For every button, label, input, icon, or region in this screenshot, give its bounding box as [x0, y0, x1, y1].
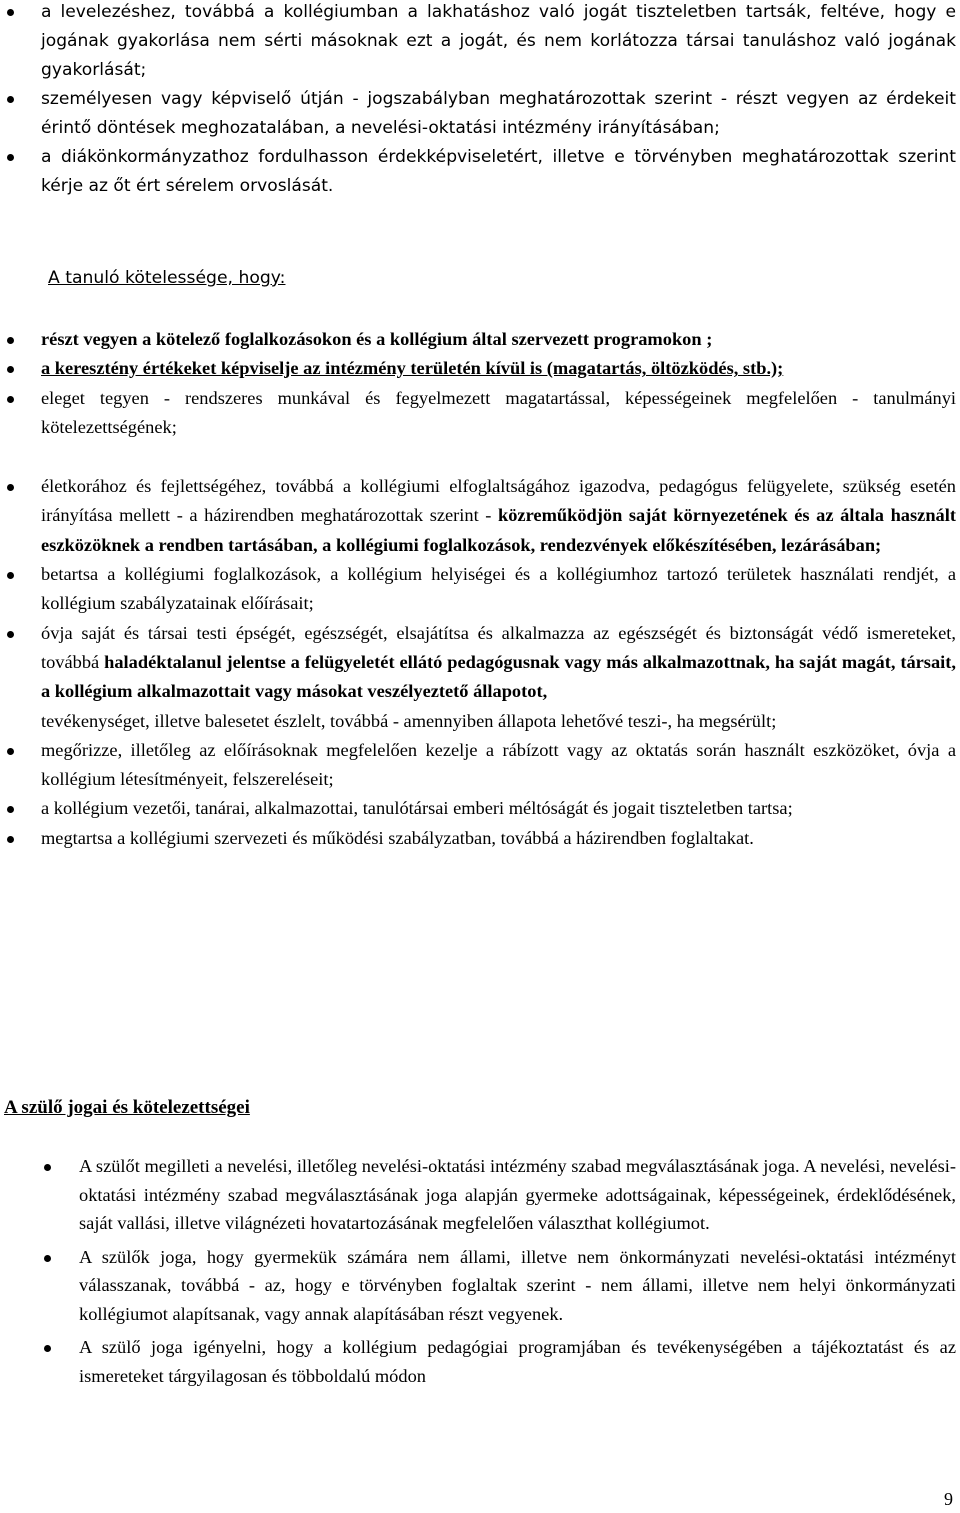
text-run: a keresztény értékeket képviselje az intézmény területén kívül is (magatartás, öltözködés, stb.); — [41, 358, 784, 379]
list-item-text — [41, 325, 956, 354]
text-run: életkorához és fejlettségéhez, továbbá a kollégiumi elfoglaltságához igazodva, pedagógus felügyelete, szükség esetén irányítása mellett - a házirendben meghatározottak szerint - — [41, 476, 956, 526]
list-item-text — [79, 1333, 956, 1390]
text-run: óvja saját és társai testi épségét, egészségét, elsajátítsa és alkalmazza az egészségét és biztonságát védő ismereteket, továbbá — [41, 622, 956, 672]
list-item — [41, 354, 956, 383]
list-item — [41, 85, 956, 143]
bullet-icon — [7, 96, 14, 103]
list-item-text — [79, 1152, 956, 1238]
list-item — [41, 143, 956, 201]
text-run: haladéktalanul jelentse a felügyeletét ellátó pedagógusnak vagy más alkalmazottnak, ha saját magát, társait, a kollégium alkalmazottait vagy másokat veszélyeztető állapotot, — [41, 651, 956, 702]
list-item — [41, 794, 956, 823]
page-number: 9 — [944, 1489, 953, 1509]
student-duties-list — [41, 325, 956, 853]
list-item — [41, 619, 956, 736]
text-run: a diákönkormányzathoz fordulhasson érdekképviseletért, illetve e törvényben meghatározottak szerint kérje az őt ért sérelem orvoslását. — [41, 147, 956, 196]
text-run: közreműködjön saját környezetének és az általa használt eszközöknek a rendben tartásában, a kollégiumi foglalkozások, rendezvények előkészítésében, lezárásában; — [41, 505, 956, 555]
list-item-text — [41, 794, 956, 823]
text-run: személyesen vagy képviselő útján - jogszabályban meghatározottak szerint - részt vegyen az érdekeit érintő döntések meghozatalában, a nevelési-oktatási intézmény irányításában; — [41, 89, 956, 138]
parent-rights-heading: A szülő jogai és kötelezettségei — [4, 1097, 250, 1118]
list-item — [41, 472, 956, 560]
list-item — [79, 1333, 956, 1390]
text-run: megőrizze, illetőleg az előírásoknak megfelelően kezelje a rábízott vagy az oktatás során használt eszközöket, óvja a kollégium létesítményeit, felszereléseit; — [41, 739, 956, 790]
list-item-text — [41, 143, 956, 201]
list-item-text — [41, 824, 956, 853]
text-run: megtartsa a kollégiumi szervezeti és működési szabályzatban, továbbá a házirendben foglaltakat. — [41, 827, 754, 848]
bullet-icon — [7, 366, 14, 373]
list-item — [79, 1152, 956, 1238]
bullet-icon — [7, 396, 14, 403]
bullet-icon — [7, 484, 14, 491]
list-item-text — [41, 560, 956, 619]
bullet-icon — [7, 806, 14, 813]
list-item-text — [41, 85, 956, 143]
list-item-text — [41, 736, 956, 795]
student-rights-list — [41, 0, 956, 201]
bullet-icon — [7, 154, 14, 161]
bullet-icon — [44, 1345, 51, 1352]
list-item-text — [41, 0, 956, 85]
text-run: részt vegyen a kötelező foglalkozásokon és a kollégium által szervezett programokon ; — [41, 329, 713, 349]
text-run: A szülő joga igényelni, hogy a kollégium pedagógiai programjában és tevékenységében a tájékoztatást és az ismereteket tárgyilagosan és többoldalú módon — [79, 1337, 956, 1386]
list-item-text — [41, 472, 956, 560]
bullet-icon — [44, 1164, 51, 1171]
bullet-icon — [7, 9, 14, 16]
bullet-icon — [7, 337, 14, 344]
text-run: a kollégium vezetői, tanárai, alkalmazottai, tanulótársai emberi méltóságát és jogait tiszteletben tartsa; — [41, 798, 793, 819]
text-run: A szülőt megilleti a nevelési, illetőleg nevelési-oktatási intézmény szabad megválasztásának joga. A nevelési, nevelési-oktatási intézmény szabad megválasztásának joga alapján gyermeke adottságainak, képességeinek, érdeklődésének, saját vallási, illetve világnézeti hovatartozásának megfelelően választhat kollégiumot. — [79, 1156, 956, 1233]
bullet-icon — [44, 1255, 51, 1262]
list-item-text — [41, 354, 956, 383]
list-item — [41, 384, 956, 443]
text-run: betartsa a kollégiumi foglalkozások, a kollégium helyiségei és a kollégiumhoz tartozó területek használati rendjét, a kollégium szabályzatainak előírásait; — [41, 564, 956, 614]
list-item-text — [41, 619, 956, 707]
text-run: eleget tegyen - rendszeres munkával és fegyelmezett magatartással, képességeinek megfelelően - tanulmányi kötelezettségének; — [41, 387, 956, 437]
list-item — [41, 824, 956, 853]
list-item — [41, 736, 956, 795]
parent-rights-list — [79, 1152, 956, 1390]
text-run: a levelezéshez, továbbá a kollégiumban a lakhatáshoz való jogát tiszteletben tartsák, feltéve, hogy e jogának gyakorlása nem sérti másoknak ezt a jogát, és nem korlátozza társai tanuláshoz való jogának gyakorlását; — [41, 2, 956, 80]
list-item-text — [79, 1243, 956, 1329]
text-run: A szülők joga, hogy gyermekük számára nem állami, illetve nem önkormányzati nevelési-oktatási intézményt válasszanak, továbbá - az, hogy e törvényben foglaltak szerint - nem állami, illetve nem helyi önkormányzati kollégiumot alapítsanak, vagy annak alapításában részt vegyenek. — [79, 1246, 956, 1324]
bullet-icon — [7, 836, 14, 843]
bullet-icon — [7, 748, 14, 755]
list-item-continuation: tevékenységet, illetve balesetet észlelt, továbbá - amennyiben állapota lehetővé teszi-, ha megsérült; — [41, 710, 777, 731]
list-item-text — [41, 384, 956, 443]
list-item — [79, 1243, 956, 1329]
bullet-icon — [7, 631, 14, 638]
bullet-icon — [7, 572, 14, 579]
student-duties-heading: A tanuló kötelessége, hogy: — [48, 268, 286, 288]
list-item — [41, 560, 956, 619]
list-item — [41, 325, 956, 354]
list-item — [41, 0, 956, 85]
